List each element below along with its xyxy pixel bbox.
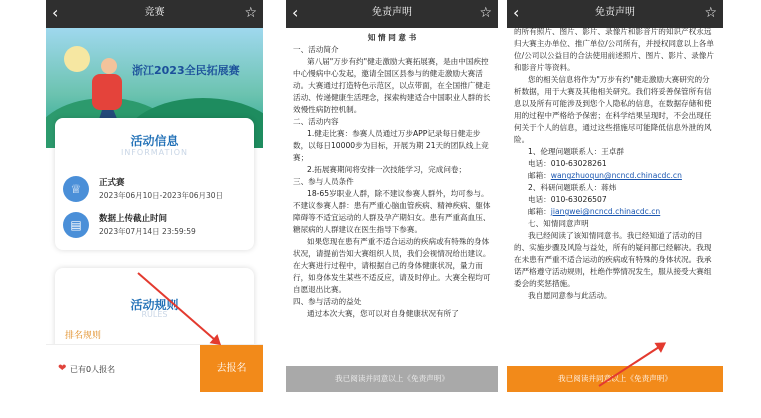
document-paragraph: 通过本次大赛，您可以对自身健康状况有所了 xyxy=(307,309,459,318)
nav-bar xyxy=(286,0,498,28)
back-icon[interactable]: ‹ xyxy=(52,3,59,22)
scroll-fade xyxy=(286,346,498,366)
chart-icon: ▤ xyxy=(63,212,89,238)
document-heading: 知 情 同 意 书 xyxy=(367,33,417,42)
consent-document xyxy=(514,26,716,302)
document-paragraph: 我自愿同意参与此活动。 xyxy=(528,291,612,300)
banner-title: 浙江2023全民拓展赛 xyxy=(132,64,240,77)
document-paragraph: 第八届"万步有约"健走激励大赛拓展赛，是由中国疾控中心慢病中心发起，邀请全国区县参与的健走激励大赛活动。大赛通过打造特色示范区，以点带面，在全国推广健走活动、传递健康生活理念，探索构建适合中国职业人群的长效慢性病防控机制。 xyxy=(293,57,491,114)
activity-info-card xyxy=(55,118,254,250)
signup-count: 已有0人报名 xyxy=(70,365,116,374)
card-title: 活动规则 xyxy=(130,298,179,312)
disclaimer-screen-bottom xyxy=(507,0,723,392)
star-icon[interactable]: ☆ xyxy=(479,5,492,21)
disclaimer-screen-top xyxy=(286,0,498,392)
document-paragraph: 2、科研问题联系人：蒋炜 xyxy=(528,183,617,192)
nav-bar xyxy=(46,0,263,28)
nav-title: 竞赛 xyxy=(144,7,165,18)
info-row xyxy=(63,174,248,210)
runner-illustration xyxy=(101,58,117,74)
document-paragraph: 一、活动简介 xyxy=(293,45,339,54)
back-icon[interactable]: ‹ xyxy=(292,3,299,22)
info-row-value: 2023年06月10日-2023年06月30日 xyxy=(99,191,224,200)
document-paragraph: 四、参与活动的益处 xyxy=(293,297,362,306)
info-row xyxy=(63,210,248,246)
bottom-bar xyxy=(46,344,263,392)
join-button[interactable]: 去报名 xyxy=(200,345,263,392)
nav-title: 免责声明 xyxy=(372,7,412,18)
agree-button[interactable]: 我已阅读并同意以上《免责声明》 xyxy=(507,366,723,392)
sun-decoration xyxy=(64,46,90,72)
email-link[interactable]: wangzhuoqun@ncncd.chinacdc.cn xyxy=(550,171,682,180)
trophy-icon: ♕ xyxy=(63,176,89,202)
card-subtitle: RULES xyxy=(141,310,168,319)
document-paragraph xyxy=(514,206,716,218)
document-paragraph: 您的相关信息将作为"万步有约"健走激励大赛研究的分析数据，用于大赛及其他相关研究。我们将妥善保管所有信息以及所有可能涉及到您个人隐私的信息，在数据存储和使用的过程中严格给予保密；在科学结果呈现时，不会出现任何关于个人的信息，通过这些措施尽可能降低信息外泄的风险。 xyxy=(514,75,712,144)
runner-illustration xyxy=(92,74,122,110)
document-paragraph: 二、活动内容 xyxy=(293,117,339,126)
nav-title: 免责声明 xyxy=(595,7,635,18)
document-paragraph: 2.拓展赛期间将安排一次技能学习，完成问卷； xyxy=(307,165,467,174)
email-label: 邮箱： xyxy=(528,171,551,180)
info-row-title: 正式赛 xyxy=(99,178,125,188)
document-paragraph xyxy=(514,170,716,182)
agree-button-disabled[interactable]: 我已阅读并同意以上《免责声明》 xyxy=(286,366,498,392)
info-row-title: 数据上传截止时间 xyxy=(99,214,168,224)
document-paragraph: 我已经阅读了该知情同意书。我已经知道了活动的目的、实施步骤及风险与益处，所有的疑问都已经解决。我现在未患有严重不适合运动的疾病或有特殊的身体状况。我承诺严格遵守活动规则，杜绝作弊情况发生，服从接受大赛组委会的奖惩措施。 xyxy=(514,231,712,288)
star-icon[interactable]: ☆ xyxy=(244,5,257,21)
competition-screen xyxy=(46,0,263,392)
card-subtitle: INFORMATION xyxy=(120,148,189,157)
document-paragraph: 18-65岁职业人群，除不建议参赛人群外，均可参与。不建议参赛人群：患有严重心脑血管疾病、精神疾病、躯体障碍等不适宜运动的人群及孕产期妇女。患有严重高血压、糖尿病的人群建议在医生指导下参赛。 xyxy=(293,189,491,234)
ranking-rules-label: 排名规则 xyxy=(65,331,102,341)
heart-icon: ❤ xyxy=(58,363,67,374)
email-link[interactable]: jiangwei@ncncd.chinacdc.cn xyxy=(550,207,661,216)
document-paragraph: 三、参与人员条件 xyxy=(293,177,354,186)
nav-bar xyxy=(507,0,723,28)
card-title: 活动信息 xyxy=(130,134,179,148)
document-paragraph: 1.健走比赛：参赛人员通过万步APP记录每日健走步数，以每日10000步为目标，开展为期 21天的团队线上竞赛； xyxy=(293,129,489,162)
document-paragraph: 七、知情同意声明 xyxy=(528,219,589,228)
email-label: 邮箱： xyxy=(528,207,551,216)
document-paragraph: 电话：010-63026507 xyxy=(528,195,607,204)
consent-document xyxy=(293,32,491,320)
document-paragraph: 电话：010-63028261 xyxy=(528,159,607,168)
document-paragraph: 如果您现在患有严重不适合运动的疾病或有特殊的身体状况，请提前告知大赛组织人员，我们会视情况给出建议。在大赛进行过程中，请根据自己的身体健康状况，量力而行，如身体发生某些不适反应，请及时停止。大赛全程均可自愿退出比赛。 xyxy=(293,237,491,294)
back-icon[interactable]: ‹ xyxy=(513,3,520,22)
info-row-value: 2023年07月14日 23:59:59 xyxy=(99,227,196,236)
star-icon[interactable]: ☆ xyxy=(704,5,717,21)
document-paragraph: 1、伦理问题联系人：王卓群 xyxy=(528,147,624,156)
document-paragraph: 的所有照片、图片、影片、录像片和影音片的知识产权永远归大赛主办单位、推广单位/公司所有，并授权同意以上各单位/公司以公益目的合法使用前述照片、图片、影片、录像片和影音片等资料。 xyxy=(514,27,714,72)
